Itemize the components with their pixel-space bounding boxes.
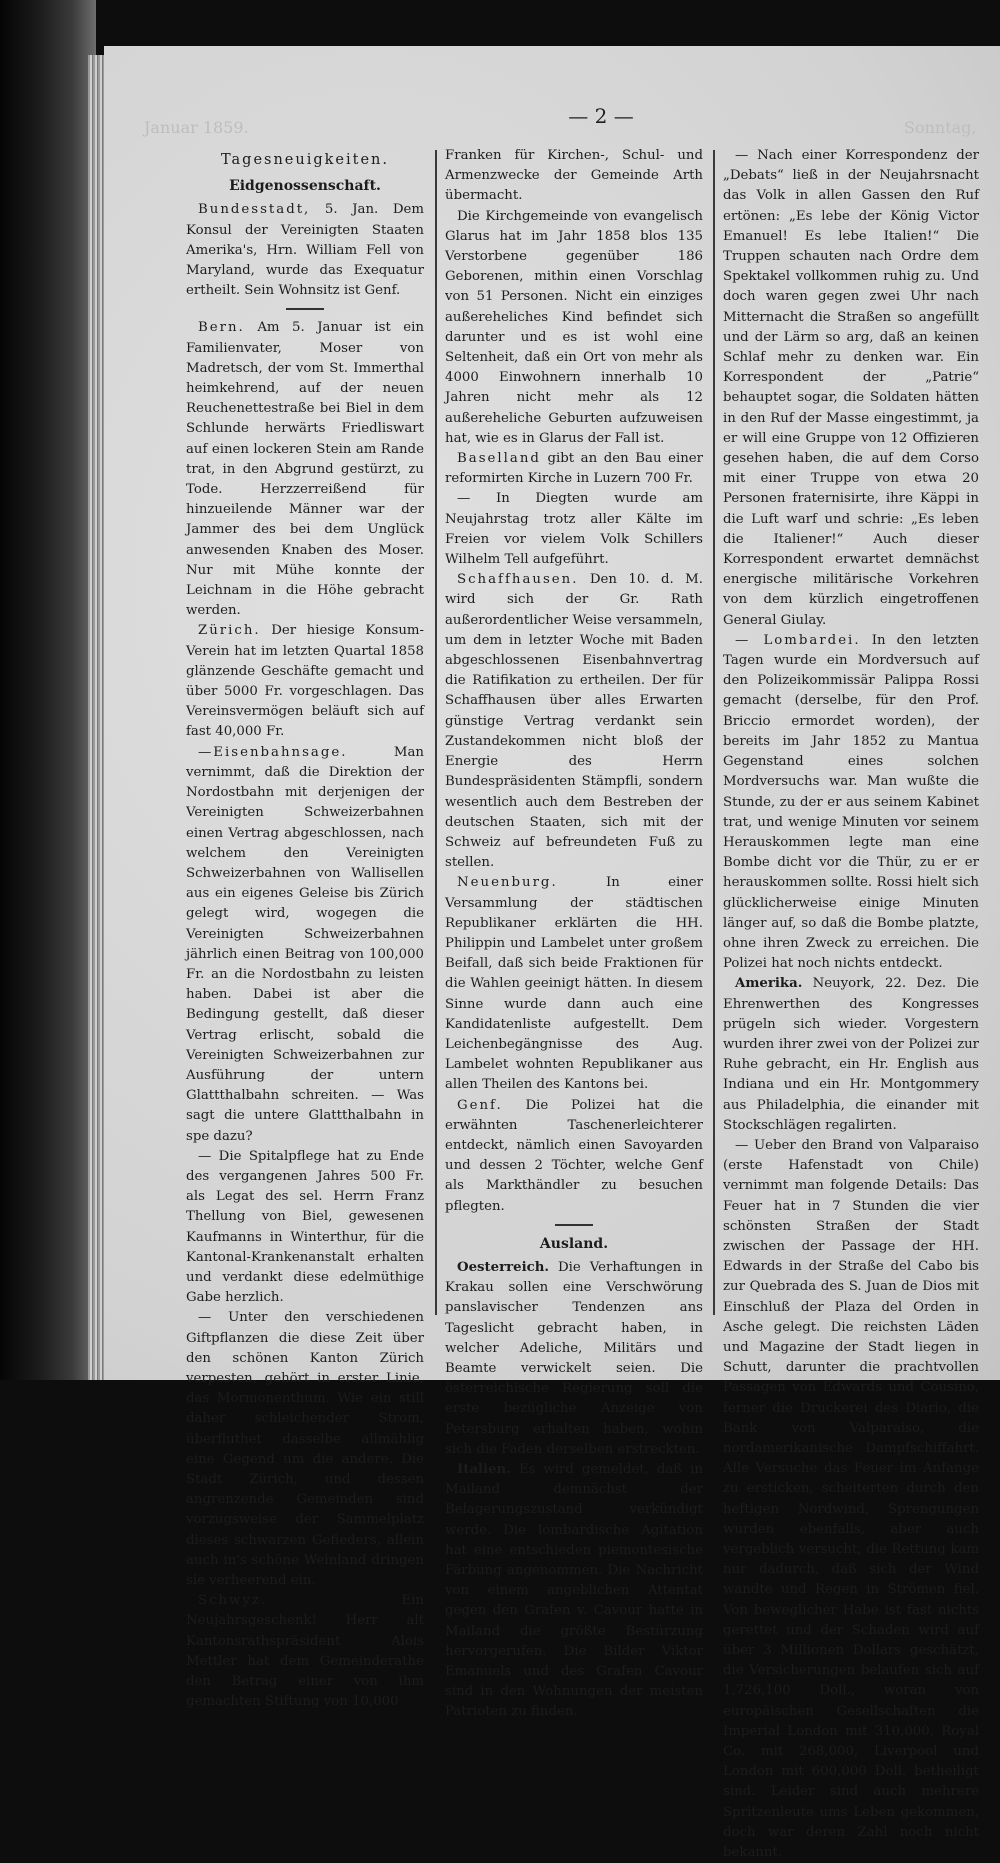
article-text: Am 5. Januar ist ein Familienvater, Moser von Madretsch, der vom St. Immerthal heimkehrend, auf der neuen Reuchenettestraße bei Biel in dem Schlunde herwärts Friedliswart auf einen lockeren Stein am Rande trat, in den Abgrund gestürzt, zu Tode. Herzzerreißend für hinzueilende Männer war der Jammer des bei dem Unglück anwesenden Knaben des Moser. Nur mit Mühe konnte der Leichnam in die Höhe gebracht werden.: [186, 320, 424, 619]
article-baselland: [445, 449, 703, 489]
article-text: gibt an den Bau einer reformirten Kirche in Luzern 700 Fr.: [445, 451, 703, 487]
column-3: [723, 146, 979, 1863]
article-schwyz: [186, 1591, 424, 1712]
column-rule-2: [713, 150, 715, 1315]
article-neuenburg: [445, 873, 703, 1095]
place-name: —Eisenbahnsage.: [198, 744, 348, 760]
separator: [286, 308, 324, 310]
separator: [555, 1224, 593, 1226]
column-1: [186, 146, 424, 1712]
article-diegten: — In Diegten wurde am Neujahrstag trotz aller Kälte im Freien vor vielem Volk Schillers Wilhelm Tell aufgeführt.: [445, 491, 703, 568]
article-spitalpflege: — Die Spitalpflege hat zu Ende des vergangenen Jahres 500 Fr. als Legat des sel. Herrn Franz Thellung von Biel, gewesenen Kaufmanns in Winterthur, für die Kantonal-Krankenanstalt erhalten und verdankt diese edelmüthige Gabe herzlich.: [186, 1148, 424, 1306]
country-name: Amerika.: [735, 976, 803, 992]
column-rule-1: [435, 150, 437, 1315]
article-text: Die Polizei hat die erwähnten Taschenerleichterer entdeckt, nämlich einen Savoyarden und dessen 2 Töchter, welche Genf als Markthändler zu besuchen pflegten.: [445, 1097, 703, 1214]
place-name: Genf.: [457, 1097, 503, 1113]
place-name: Bern.: [198, 320, 245, 336]
article-glarus: Die Kirchgemeinde von evangelisch Glarus hat im Jahr 1858 blos 135 Verstorbene gegenüber 186 Geborenen, mithin einen Vorschlag von 51 Personen. Nicht ein einziges außereheliches Kind befindet sich darunter und es ist wohl eine Seltenheit, daß ein Ort von mehr als 4000 Einwohnern innerhalb 10 Jahren nicht mehr als 12 außereheliche Geburten aufzuweisen hat, wie es in Glarus der Fall ist.: [445, 208, 703, 446]
article-bern: [186, 318, 424, 621]
column-2: [445, 146, 703, 1723]
article-genf: [445, 1096, 703, 1217]
article-text: Neuyork, 22. Dez. Die Ehrenwerthen des Kongresses prügeln sich wieder. Vorgestern wurden ihrer zwei von der Polizei zur Ruhe gebracht, ein Hr. English aus Indiana und ein Hr. Montgommery aus Philadelphia, die einander mit Stockschlägen regalirten.: [723, 976, 979, 1133]
article-text: 5. Jan. Dem Konsul der Vereinigten Staaten Amerika's, Hrn. William Fell von Maryland, wurde das Exequatur ertheilt. Sein Wohnsitz ist Genf.: [186, 202, 425, 299]
article-text: Die Verhaftungen in Krakau sollen eine Verschwörung panslavischer Tendenzen ans Tageslicht gebracht haben, in welcher Adeliche, Militärs und Beamte verwickelt seien. Die österreichische Regierung soll die erste bezügliche Anzeige von Petersburg erhalten haben, wohin sich die Faden derselben erstreckten.: [445, 1259, 703, 1457]
place-name: Schwyz.: [198, 1593, 268, 1609]
article-eisenbahnsage: [186, 743, 424, 1147]
article-text: In einer Versammlung der städtischen Republikaner erklärten die HH. Philippin und Lambelet unter großem Beifall, daß sich beide Fraktionen für die Wahlen geeinigt hätten. In diesem Sinne wurde dann auch eine Kandidatenliste aufgestellt. Dem Leichenbegängnisse des Aug. Lambelet wohnten Republikaner aus allen Theilen des Kantons bei.: [445, 875, 703, 1093]
section-title-tagesneuigkeiten: Tagesneuigkeiten.: [220, 152, 390, 168]
article-valparaiso: — Ueber den Brand von Valparaiso (erste Hafenstadt von Chile) vernimmt man folgende Details: Das Feuer hat in 7 Stunden die vier schönsten Straßen der Stadt zwischen der Passage der HH. Edwards in der Straße del Cabo bis zur Quebrada des S. Juan de Dios mit Einschluß der Plaza del Orden in Asche gelegt. Die reichsten Läden und Magazine der Stadt liegen in Schutt, darunter die prachtvollen Passagen von Edwards und Cousino, ferner die Druckerei des Diario, die Bank von Valparaiso, die nordamerikanische Dampfschiffahrt. Alle Versuche das Feuer im Anfange zu ersticken, scheiterten durch den heftigen Nordwind, Sprengungen wurden ebenfalls, aber auch vergeblich versucht, die Rettung kam nur dadurch, daß sich der Wind wandte und Regen in Strömen fiel. Von beweglicher Habe ist fast nichts gerettet und der Schaden wird auf über 3 Millionen Dollars geschätzt, die Versicherungen belaufen sich auf 1,726,100 Doll., woran von europäischen Gesellschaften die Imperial London mit 310,000, Royal Co. mit 268,000, Liverpool und London mit 600,000 Doll. betheiligt sind. Leider sind auch mehrere Spritzenleute ums Leben gekommen, doch war deren Zahl noch nicht bekannt.: [723, 1137, 979, 1861]
article-text: Der hiesige Konsum-Verein hat im letzten Quartal 1858 glänzende Geschäfte gemacht und über 5000 Fr. vorgeschlagen. Das Vereinsvermögen beläuft sich auf fast 40,000 Fr.: [186, 623, 424, 740]
article-schaffhausen: [445, 570, 703, 873]
article-text: Ein Neujahrsgeschenk! Herr alt Kantonsrathspräsident Alois Mettler hat dem Gemeinderathe den Betrag einer von ihm gemachten Stiftung von 10,000: [186, 1593, 424, 1710]
place-name: Zürich.: [198, 623, 261, 639]
subhead-eidgenossenschaft: Eidgenossenschaft.: [229, 178, 381, 195]
article-italien: [445, 1460, 703, 1723]
book-spine: [0, 0, 96, 1380]
place-name: Bundesstadt,: [198, 202, 311, 218]
place-name: — Lombardei.: [735, 632, 861, 648]
article-zuerich: [186, 621, 424, 742]
article-amerika: [723, 974, 979, 1136]
bleed-through-left: Januar 1859.: [144, 118, 249, 137]
country-name: Italien.: [457, 1462, 511, 1477]
article-lombardei: [723, 631, 979, 974]
article-text: Den 10. d. M. wird sich der Gr. Rath außerordentlicher Weise versammeln, um dem in letzter Woche mit Baden abgeschlossenen Eisenbahnvertrag die Ratifikation zu ertheilen. Der für Schaffhausen über alles Erwarten günstige Vertrag verdankt sein Zustandekommen nicht bloß der Energie des Herrn Bundespräsidenten Stämpfli, sondern wesentlich auch dem Bestreben der deutschen Staaten, sich mit der Schweiz auf befreundeten Fuß zu stellen.: [445, 572, 703, 871]
place-name: Schaffhausen.: [457, 572, 579, 588]
place-name: Baselland: [457, 451, 541, 467]
article-arth-continued: Franken für Kirchen-, Schul- und Armenzwecke der Gemeinde Arth übermacht.: [445, 148, 703, 204]
article-giftpflanzen: — Unter den verschiedenen Giftpflanzen die diese Zeit über den schönen Kanton Zürich verpesten, gehört in erster Linie, das Mormonenthum. Wie ein still daher schleichender Strom, überfluthet dasselbe allmählig eine Gegend um die andere. Die Stadt Zürich, und dessen angrenzende Gemeinden sind vorzugsweise der Sammelplatz dieses schwarzen Gefieders, allein auch in's schöne Weinland dringen sie verheerend ein.: [186, 1310, 424, 1589]
newspaper-page: [104, 46, 1000, 1861]
article-bundesstadt: [186, 200, 424, 301]
place-name: Neuenburg.: [457, 875, 558, 891]
section-title-ausland: Ausland.: [539, 1235, 609, 1252]
country-name: Oesterreich.: [457, 1259, 550, 1275]
article-text: Es wird gemeldet, daß in Mailand demnächst der Belagerungszustand verkündigt werde. Die lombardische Agitation hat eine entschieden piemontesische Färbung angenommen. Die Nachricht von einem angeblichen Attentat gegen den Grafen v. Cavour hatte in Mailand die größte Bestürzung hervorgerufen. Die Bilder Viktor Emanuels und des Grafen Cavour sind in den Wohnungen der meisten Patrioten zu finden.: [445, 1462, 703, 1720]
page-number: — 2 —: [568, 104, 634, 128]
bleed-through-right: Sonntag,: [904, 118, 977, 137]
article-text: Man vernimmt, daß die Direktion der Nordostbahn mit derjenigen der Vereinigten Schweizerbahnen einen Vertrag abgeschlossen, nach welchem den Vereinigten Schweizerbahnen von Wallisellen aus ein eigenes Geleise bis Zürich gelegt wird, wogegen die Vereinigten Schweizerbahnen jährlich einen Beitrag von 100,000 Fr. an die Nordostbahn zu leisten haben. Dabei ist aber die Bedingung gestellt, daß dieser Vertrag erlischt, sobald die Vereinigten Schweizerbahnen zur Ausführung der untern Glattthalbahn schreiten. — Was sagt die untere Glattthalbahn in spe dazu?: [186, 744, 424, 1144]
article-text: In den letzten Tagen wurde ein Mordversuch auf den Polizeikommissär Palippa Rossi gemacht (derselbe, für den Prof. Briccio ermordet worden), der bereits im Jahr 1852 zu Mantua Gegenstand eines solchen Mordversuchs war. Man wußte die Stunde, zu der er aus seinem Kabinet trat, und wenige Minuten vor seinem Herauskommen legte man eine Bombe dicht vor die Thür, zu er er herauskommen sollte. Rossi hielt sich glücklicherweise einige Minuten länger auf, so daß die Bombe platzte, ohne ihren Zweck zu erreichen. Die Polizei hat noch nichts entdeckt.: [723, 632, 980, 972]
article-debats: — Nach einer Korrespondenz der „Debats“ ließ in der Neujahrsnacht das Volk in allen Gassen den Ruf ertönen: „Es lebe der König Victor Emanuel! Es lebe Italien!“ Die Truppen schauten nach Ordre dem Spektakel vollkommen ruhig zu. Und doch waren gegen zwei Uhr nach Mitternacht die Straßen so angefüllt und der Lärm so arg, daß an keinen Schlaf mehr zu denken war. Ein Korrespondent der „Patrie“ behauptet sogar, die Soldaten hätten in den Ruf der Masse eingestimmt, ja er will eine Gruppe von 12 Offizieren gesehen haben, die auf dem Corso mit einer Truppe von etwa 20 Personen fraternisirte, ihre Käppi in die Luft warf und schrie: „Es leben die Italiener!“ Auch dieser Korrespondent erwartet demnächst energische militärische Vorkehren von dem kürzlich eingetroffenen General Giulay.: [723, 148, 979, 628]
article-oesterreich: [445, 1258, 703, 1460]
